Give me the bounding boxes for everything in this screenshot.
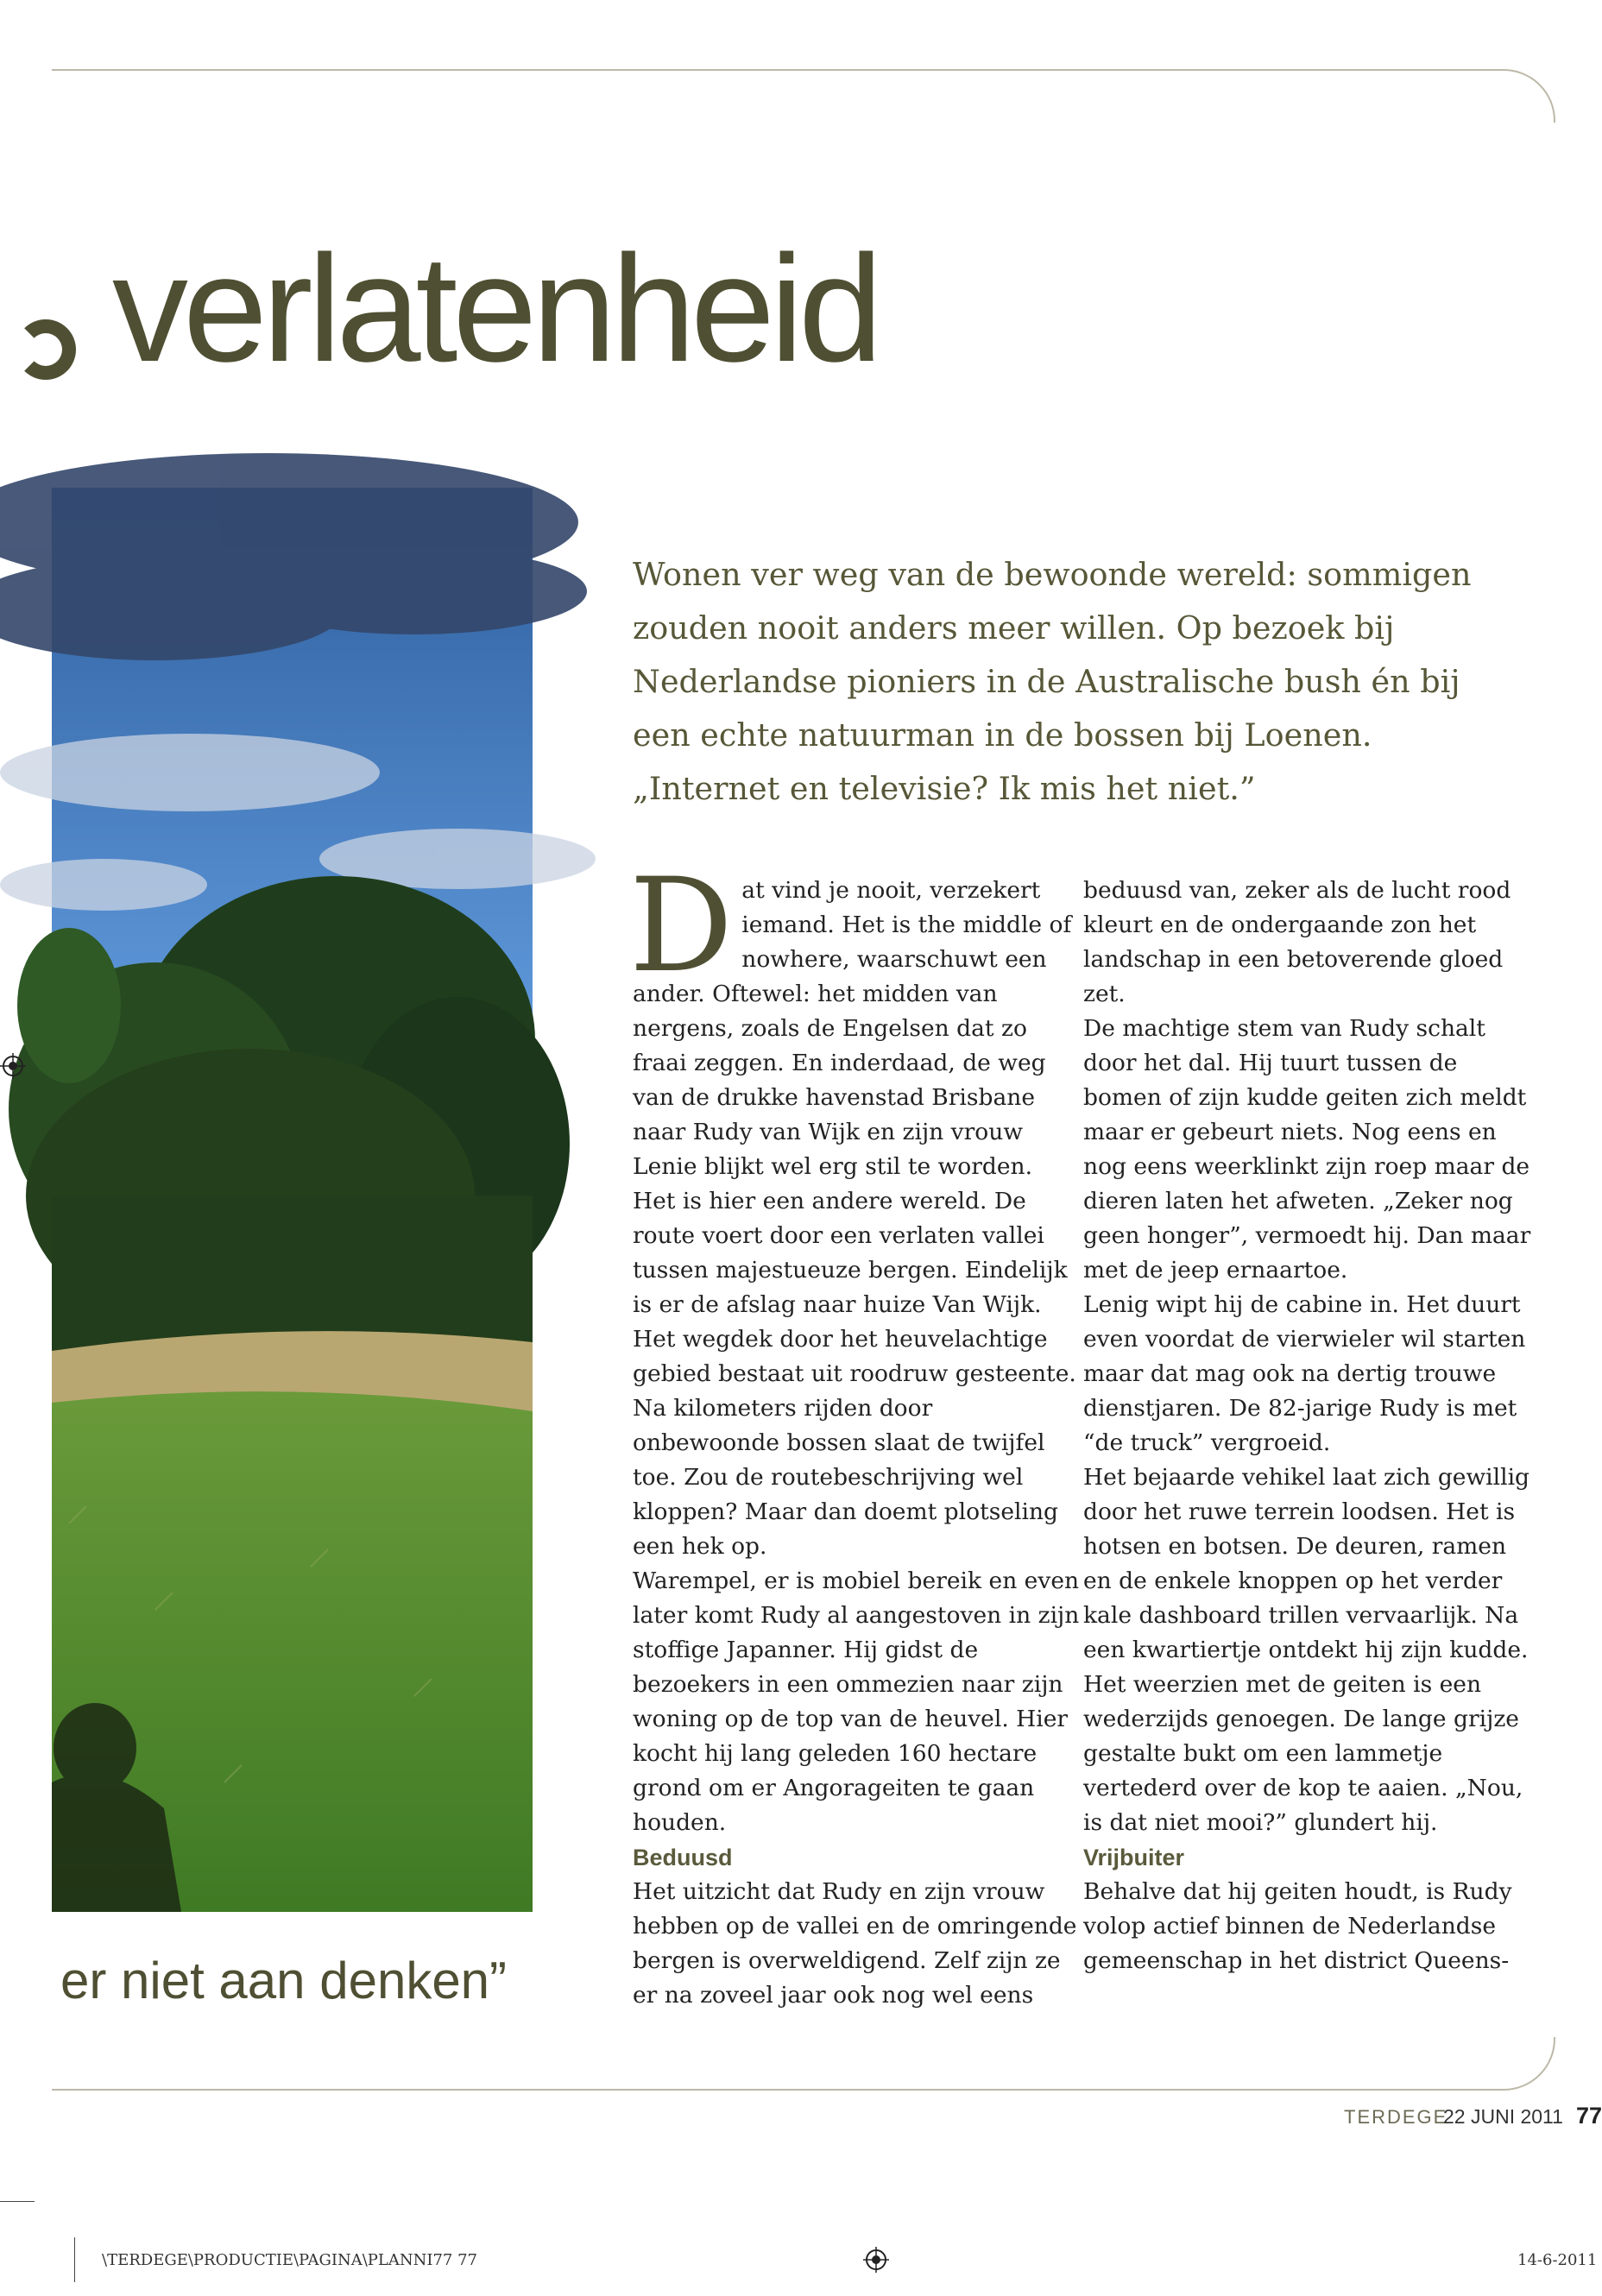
landscape-photo bbox=[52, 488, 533, 1912]
page-frame-top bbox=[52, 69, 1555, 123]
paragraph: at vind je nooit, verzekert iemand. Het is the middle of nowhere, waarschuwt een ander. Oftewel: het midden van nergens, zoals de Engelsen dat zo fraai zeggen. En inderdaad, de weg van de drukke havenstad Brisbane naar Rudy van Wijk en zijn vrouw Lenie blijkt wel erg stil te worden. Het is hier een andere wereld. De route voert door een verlaten vallei tussen majestueuze bergen. Eindelijk is er de afslag naar huize Van Wijk. Het wegdek door het heuvelachtige gebied bestaat uit roodruw gesteente. Na kilometers rijden door onbewoonde bossen slaat de twijfel toe. Zou de routebeschrijving wel kloppen? Maar dan doemt plotseling een hek op. bbox=[633, 877, 1076, 1560]
print-slug: \TERDEGE\PRODUCTIE\PAGINA\PLANNI77 77 bbox=[102, 2251, 477, 2269]
paragraph: Het uitzicht dat Rudy en zijn vrouw hebben op de vallei en de omringende bergen is overweldigend. Zelf zijn ze er na zoveel jaar ook nog wel eens bbox=[633, 1878, 1077, 2009]
print-date: 14-6-2011 bbox=[1517, 2251, 1598, 2269]
paragraph: Behalve dat hij geiten houdt, is Rudy volop actief binnen de Nederlandse gemeenschap in het district Queens- bbox=[1083, 1878, 1512, 1974]
article-column-1 bbox=[629, 851, 1082, 2013]
tree-line bbox=[9, 876, 570, 1368]
registration-mark-icon bbox=[0, 1053, 26, 1079]
intro-lead: Wonen ver weg van de bewoonde wereld: sommigen zouden nooit anders meer willen. Op bezoek bij Nederlandse pioniers in de Australische bush én bij een echte natuurman in de bossen bij Loenen. „Internet en televisie? Ik mis het niet.” bbox=[633, 556, 1472, 807]
paragraph: De machtige stem van Rudy schalt door het dal. Hij tuurt tussen de bomen of zijn kudde geiten zich meldt maar er gebeurt niets. Nog eens en nog eens weerklinkt zijn roep maar de dieren laten het afweten. „Zeker nog geen honger”, vermoedt hij. Dan maar met de jeep ernaartoe. bbox=[1083, 1015, 1531, 1284]
crop-mark bbox=[74, 2237, 75, 2282]
registration-mark-icon bbox=[863, 2247, 889, 2273]
paragraph: Lenig wipt hij de cabine in. Het duurt even voordat de vierwieler wil starten maar dat mag ook na dertig trouwe dienstjaren. De 82-jarige Rudy is met “de truck” vergroeid. bbox=[1083, 1291, 1526, 1456]
issue-date: 22 JUNI 2011 bbox=[1443, 2105, 1563, 2128]
subheading-beduusd: Beduusd bbox=[633, 1845, 733, 1870]
crop-mark bbox=[0, 2201, 35, 2202]
page-frame-bottom bbox=[52, 2037, 1555, 2091]
page-number: 77 bbox=[1576, 2103, 1602, 2129]
article-column-2 bbox=[1083, 874, 1532, 1978]
paragraph: Het bejaarde vehikel laat zich gewillig door het ruwe terrein loodsen. Het is hotsen en botsen. De deuren, ramen en de enkele knoppen op het verder kale dashboard trillen vervaarlijk. Na een kwartiertje ontdekt hij zijn kudde. Het weerzien met de geiten is een wederzijds genoegen. De lange grijze gestalte bukt om een lammetje vertederd over de kop te aaien. „Nou, is dat niet mooi?” glundert hij. bbox=[1083, 1464, 1530, 1836]
paragraph: beduusd van, zeker als de lucht rood kleurt en de ondergaande zon het landschap in een betoverende gloed zet. bbox=[1083, 877, 1511, 1007]
drop-cap: D bbox=[629, 851, 734, 1001]
article-headline: verlatenheid bbox=[112, 224, 878, 394]
pull-quote: er niet aan denken” bbox=[60, 1952, 508, 2009]
paragraph: Warempel, er is mobiel bereik en even later komt Rudy al aangestoven in zijn stoffige Japanner. Hij gidst de bezoekers in een ommezien naar zijn woning op de top van de heuvel. Hier kocht hij lang geleden 160 hectare grond om er Angorageiten te gaan houden. bbox=[633, 1567, 1080, 1836]
subheading-vrijbuiter: Vrijbuiter bbox=[1083, 1845, 1185, 1870]
headline-letter-fragment bbox=[52, 319, 76, 388]
magazine-name: TERDEGE bbox=[1344, 2106, 1448, 2128]
